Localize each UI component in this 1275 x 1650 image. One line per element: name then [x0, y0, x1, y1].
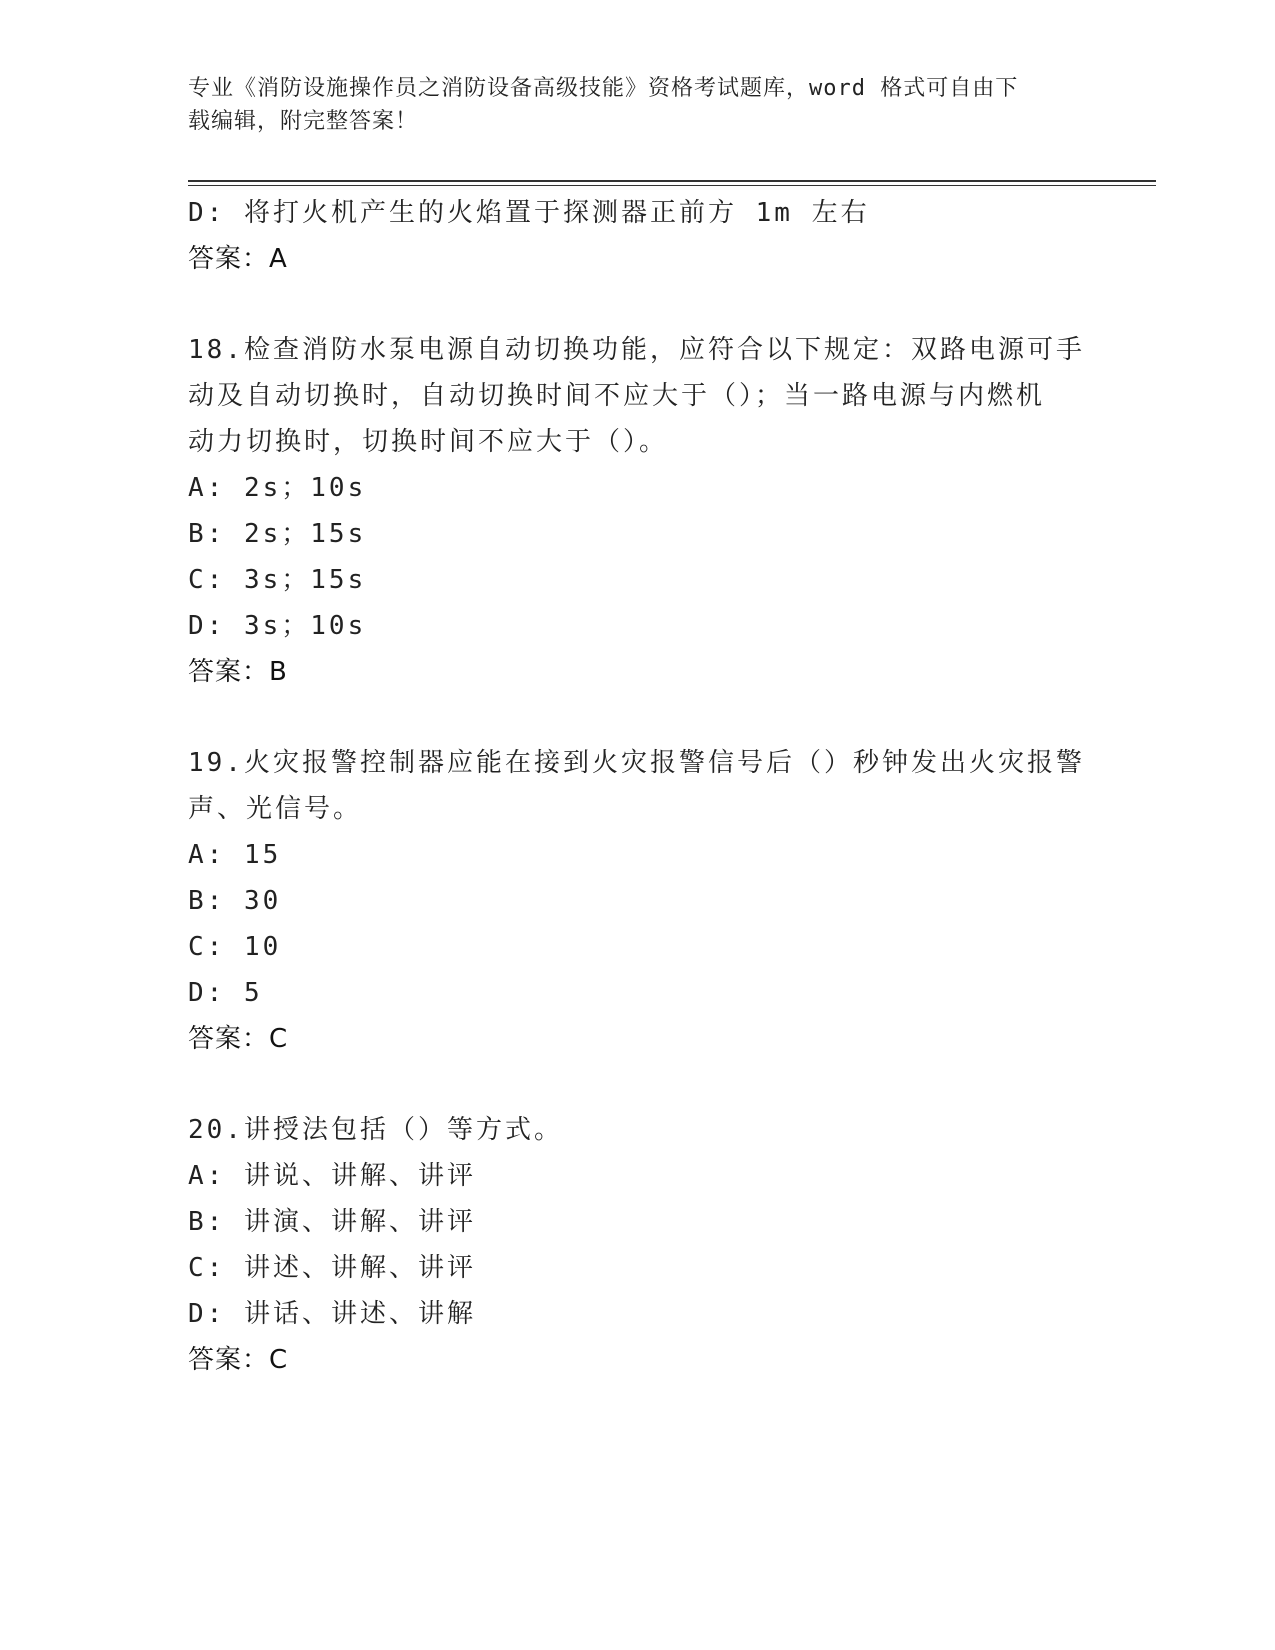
option-d: D: 5 [188, 978, 263, 1008]
stem-line: 声、光信号。 [188, 794, 363, 824]
question-20 [188, 1107, 1088, 1383]
spacer [188, 1062, 1088, 1107]
question-19 [188, 740, 1088, 1062]
stem-line: 20.讲授法包括（）等方式。 [188, 1115, 563, 1145]
answer-line: 答案：B [188, 657, 288, 687]
spacer [188, 695, 1088, 740]
option-a: A: 2s；10s [188, 473, 367, 503]
option-b: B: 讲演、讲解、讲评 [188, 1207, 476, 1237]
option-c: C: 讲述、讲解、讲评 [188, 1253, 476, 1283]
stem-line: 动力切换时，切换时间不应大于（）。 [188, 427, 669, 457]
stem-line: 18.检查消防水泵电源自动切换功能，应符合以下规定：双路电源可手 [188, 335, 1085, 365]
stem-line: 动及自动切换时，自动切换时间不应大于（）；当一路电源与内燃机 [188, 381, 1046, 411]
stem-line: 19.火灾报警控制器应能在接到火灾报警信号后（）秒钟发出火灾报警 [188, 748, 1085, 778]
option-d: D: 将打火机产生的火焰置于探测器正前方 1m 左右 [188, 198, 870, 228]
spacer [188, 282, 1088, 327]
header-divider-thin [188, 185, 1156, 186]
question-stem [188, 327, 1088, 465]
option-c: C: 3s；15s [188, 565, 367, 595]
option-a: A: 讲说、讲解、讲评 [188, 1161, 476, 1191]
option-d: D: 讲话、讲述、讲解 [188, 1299, 476, 1329]
question-list [188, 190, 1088, 1383]
header-line-2: 载编辑，附完整答案！ [188, 109, 419, 134]
question-stem [188, 1107, 1088, 1153]
header-line-1: 专业《消防设施操作员之消防设备高级技能》资格考试题库，word 格式可自由下 [188, 76, 1019, 101]
option-b: B: 2s；15s [188, 519, 367, 549]
question-18 [188, 327, 1088, 695]
option-b: B: 30 [188, 886, 282, 916]
option-d: D: 3s；10s [188, 611, 367, 641]
header-divider-thick [188, 180, 1156, 182]
answer-line: 答案：C [188, 1345, 289, 1375]
answer-line: 答案：A [188, 244, 288, 274]
option-c: C: 10 [188, 932, 282, 962]
previous-question-tail [188, 190, 1088, 282]
question-stem [188, 740, 1088, 832]
document-header [188, 72, 1088, 138]
option-a: A: 15 [188, 840, 282, 870]
answer-line: 答案：C [188, 1024, 289, 1054]
